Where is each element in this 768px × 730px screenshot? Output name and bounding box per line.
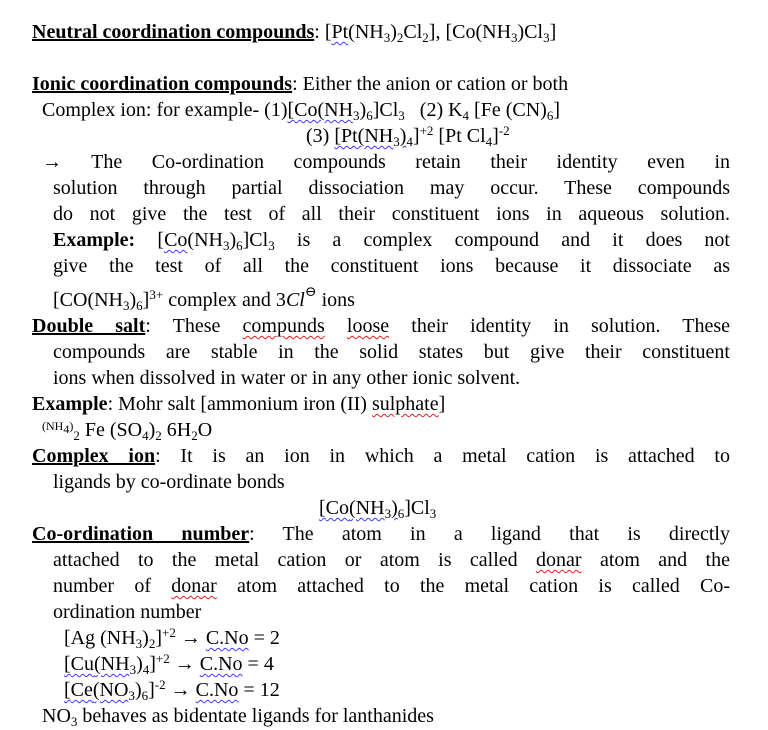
double-salt-line-2: compounds are stable in the solid states but give their constituent [53, 341, 730, 363]
complex-ion-heading: Complex ion [32, 445, 156, 467]
neutral-line [32, 20, 556, 44]
text-fragment: [Pt(NH [334, 125, 394, 147]
text-fragment: ]Cl [242, 229, 269, 251]
text-fragment: (NH [349, 497, 385, 519]
text-fragment: 3 [135, 636, 143, 651]
text-fragment: : The atom in a ligand that is directly [249, 523, 730, 545]
text-fragment: C.No [199, 653, 243, 675]
text-fragment: ) [148, 419, 156, 441]
ionic-heading: Ionic coordination compounds [32, 73, 293, 95]
text-fragment: (3) [306, 125, 335, 147]
text-fragment: ) [142, 627, 149, 649]
retain-line-1: → The Co-ordination compounds retain their identity even in [42, 151, 730, 173]
text-fragment: (NH [187, 229, 223, 251]
coord-number-line-2 [53, 548, 730, 572]
text-fragment: 3 [353, 108, 360, 123]
text-fragment: Example [32, 393, 108, 415]
text-fragment: Fe (SO [79, 419, 143, 441]
text-fragment: 3 [398, 108, 405, 123]
text-fragment: ) [136, 653, 143, 675]
text-fragment: 4 [63, 422, 70, 436]
text-fragment: atom attached to the metal cation is called Co- [216, 575, 730, 597]
text-fragment: 3 [129, 662, 137, 677]
coord-number-heading: Co-ordination number [32, 523, 250, 545]
text-fragment: ) [391, 497, 398, 519]
text-fragment: ] [492, 125, 499, 147]
text-fragment: attached to the metal cation or atom is called [53, 549, 537, 571]
text-fragment: ] [549, 21, 557, 43]
double-salt-line-1 [32, 314, 730, 338]
text-fragment: (NH [42, 419, 64, 433]
text-fragment: loose [346, 315, 390, 337]
text-fragment: 4 [142, 662, 150, 677]
text-fragment: : It is an ion in which a metal cation is attached to [155, 445, 730, 467]
text-fragment: = 12 [238, 679, 280, 701]
text-fragment: C.No [205, 627, 249, 649]
text-fragment: ) [229, 229, 237, 251]
text-fragment: ] [412, 125, 420, 147]
lanthanide-note [42, 704, 434, 728]
coord-number-line-3 [53, 574, 730, 598]
text-fragment: 4 [485, 134, 493, 149]
ionic-line [32, 72, 568, 96]
text-fragment: number of [53, 575, 172, 597]
text-fragment: +2 [162, 625, 176, 640]
text-fragment: [ [319, 497, 326, 519]
text-fragment: 3 [429, 506, 437, 521]
text-fragment: Cu [70, 653, 95, 675]
text-fragment: ]Cl [404, 497, 430, 519]
complex-ion-line-1 [32, 444, 730, 468]
text-fragment: 2 [422, 30, 429, 45]
text-fragment: → [165, 679, 196, 701]
text-fragment: [CO(NH [53, 289, 123, 311]
text-fragment: 2 [73, 428, 80, 443]
retain-line-2: solution through partial dissociation may occur. These compounds [53, 177, 730, 199]
text-fragment: 6 [366, 108, 373, 123]
text-fragment: 6 [136, 298, 143, 313]
text-fragment: ], [428, 21, 446, 43]
text-fragment: 3 [128, 688, 135, 703]
text-fragment: ions [316, 289, 355, 311]
text-fragment: 3 [543, 30, 550, 45]
double-salt-line-3: ions when dissolved in water or in any other ionic solvent. [53, 367, 521, 389]
text-fragment: ] [438, 393, 446, 415]
mohr-line [32, 392, 445, 416]
text-fragment: 4 [142, 428, 149, 443]
text-fragment: Co [325, 497, 350, 519]
text-fragment: 3 [123, 298, 130, 313]
text-fragment: [Fe (CN) [469, 99, 547, 121]
coord-number-line-4: ordination number [53, 601, 202, 623]
text-fragment: NO [42, 705, 71, 727]
text-fragment: Example: [53, 229, 136, 251]
text-fragment: Pt [331, 21, 349, 43]
retain-line-3: do not give the test of all their constituent ions in aqueous solution. [53, 203, 730, 225]
text-fragment: = 2 [248, 627, 280, 649]
text-fragment: ) [399, 125, 407, 147]
text-fragment: [Ag (NH [64, 627, 136, 649]
complex-example-3 [306, 124, 510, 148]
complex-ion-formula [319, 496, 436, 520]
text-fragment: )Cl [517, 21, 544, 43]
text-fragment [325, 315, 347, 337]
complex-example-line [42, 98, 560, 122]
text-fragment: : [314, 21, 325, 43]
text-fragment: 6 [397, 506, 405, 521]
text-fragment: 3 [268, 238, 275, 253]
text-fragment: 2 [191, 428, 198, 443]
text-fragment: → [169, 653, 200, 675]
text-fragment: (NH [94, 653, 130, 675]
text-fragment: : Mohr salt [ammonium iron (II) [107, 393, 372, 415]
text-fragment: 2 [155, 428, 162, 443]
text-fragment: behaves as bidentate ligands for lanthanides [77, 705, 434, 727]
text-fragment: +2 [155, 651, 170, 666]
text-fragment: ) [390, 21, 397, 43]
text-fragment: ) [359, 99, 367, 121]
text-fragment: Ce [70, 679, 93, 701]
text-fragment: 3 [383, 30, 391, 45]
text-fragment: → [175, 627, 206, 649]
text-fragment: [Pt Cl [433, 125, 486, 147]
text-fragment: ) [69, 419, 74, 433]
text-fragment: ]Cl [372, 99, 399, 121]
text-fragment: donar [171, 575, 217, 597]
text-fragment: +2 [419, 123, 434, 138]
text-fragment: ] [148, 679, 155, 701]
text-fragment: 6 [236, 238, 243, 253]
text-fragment: = 4 [242, 653, 274, 675]
text-fragment: Co [164, 229, 188, 251]
text-fragment: 2 [148, 636, 156, 651]
retain-line-5: give the test of all the constituent ions because it dissociate as [53, 255, 730, 277]
text-fragment: 2 [396, 30, 404, 45]
text-fragment: 6 [546, 108, 554, 123]
double-salt-heading: Double salt [32, 315, 146, 337]
coord-example-cu [64, 652, 274, 676]
text-fragment: -2 [154, 677, 166, 692]
text-fragment: 3 [70, 714, 78, 729]
text-fragment: 4 [406, 134, 413, 149]
text-fragment: is a complex compound and it does not [274, 229, 730, 251]
retain-line-6 [53, 285, 355, 313]
text-fragment: 3 [384, 506, 392, 521]
text-fragment: compunds [242, 315, 325, 337]
retain-example-line [53, 228, 730, 252]
text-fragment: ] [553, 99, 560, 121]
text-fragment: ] [142, 289, 150, 311]
text-fragment: [Co(NH [445, 21, 512, 43]
text-fragment: 3 [393, 134, 400, 149]
text-fragment: 3+ [149, 287, 164, 302]
text-fragment: 3 [222, 238, 230, 253]
complex-ion-line-2: ligands by co-ordinate bonds [53, 471, 285, 493]
text-fragment: (NH [348, 21, 384, 43]
text-fragment: : Either the anion or cation or both [292, 73, 569, 95]
text-fragment: 4 [462, 108, 470, 123]
coord-number-line-1 [32, 522, 730, 546]
coord-example-ce [64, 678, 280, 702]
text-fragment: sulphate [371, 393, 439, 415]
text-fragment: [ [64, 653, 71, 675]
text-fragment: -2 [498, 123, 510, 138]
coord-example-ag [64, 626, 280, 650]
text-fragment: 6H [161, 419, 192, 441]
text-fragment: Complex ion: for example- (1) [42, 99, 288, 121]
text-fragment: 6 [141, 688, 149, 703]
text-fragment: complex and 3 [163, 289, 286, 311]
minus-circle-symbol: ⊖ [304, 285, 317, 300]
text-fragment: [ [324, 21, 332, 43]
text-fragment: ) [134, 679, 142, 701]
text-fragment: Cl [403, 21, 423, 43]
text-fragment: (NO [92, 679, 129, 701]
mohr-formula [42, 418, 212, 442]
text-fragment: C.No [195, 679, 239, 701]
text-fragment: ) [129, 289, 137, 311]
text-fragment: O [197, 419, 213, 441]
text-fragment: ] [149, 653, 156, 675]
text-fragment: 3 [511, 30, 518, 45]
text-fragment: [ [135, 229, 165, 251]
text-fragment: their identity in solution. These [389, 315, 731, 337]
text-fragment: [Co(NH [287, 99, 354, 121]
text-fragment: : These [145, 315, 243, 337]
text-fragment: ] [155, 627, 162, 649]
text-fragment: Cl [285, 289, 305, 311]
text-fragment: atom and the [581, 549, 730, 571]
text-fragment: donar [536, 549, 582, 571]
neutral-heading: Neutral coordination compounds [32, 21, 315, 43]
text-fragment: [ [64, 679, 71, 701]
text-fragment: (2) K [419, 99, 463, 121]
